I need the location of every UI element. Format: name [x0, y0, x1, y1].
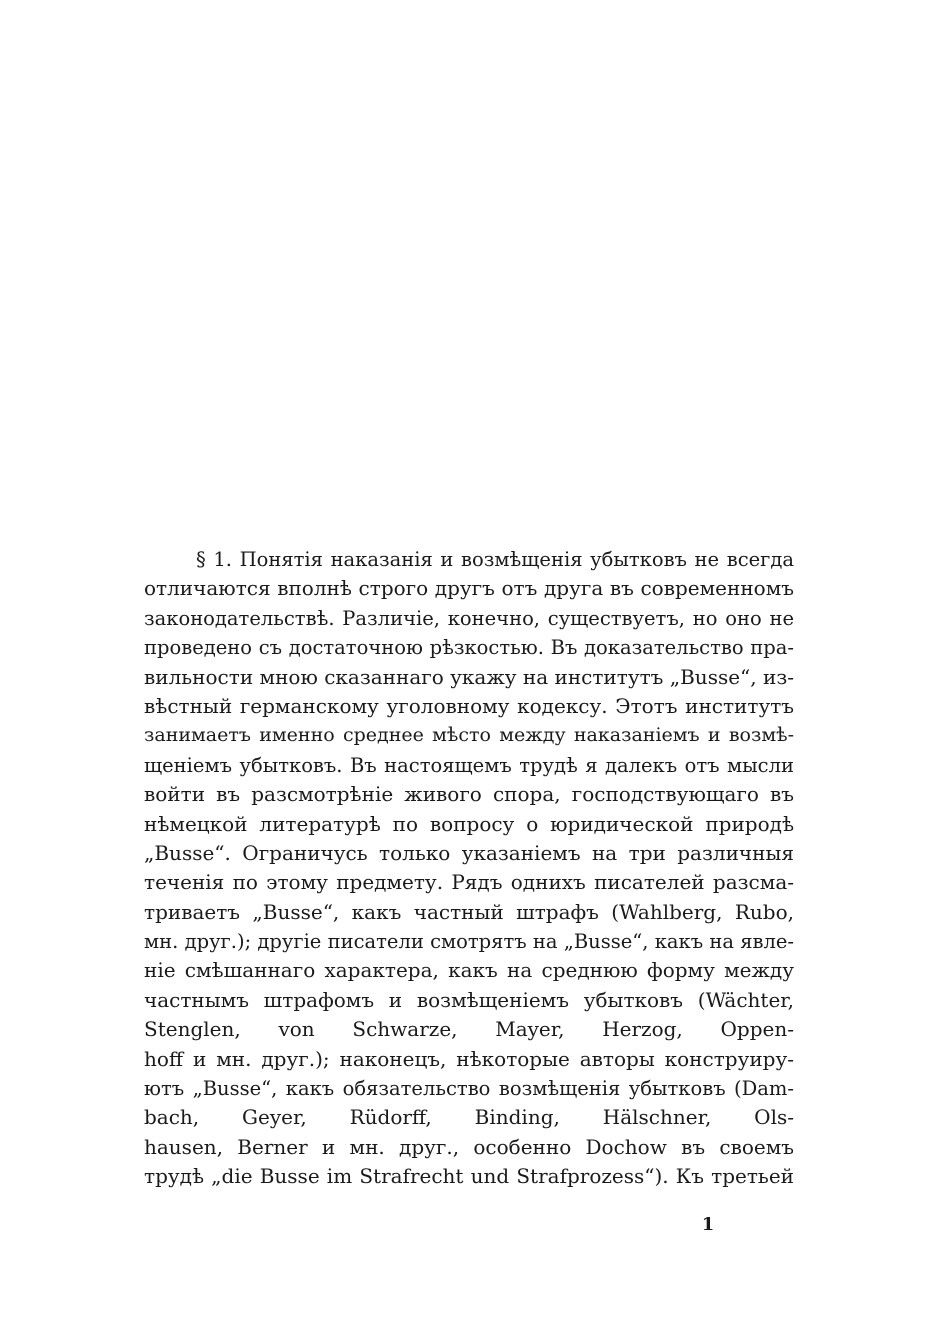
- text-line: мн. друг.); другіе писатели смотрятъ на „Busse“, какъ на явле-: [144, 930, 794, 954]
- text-line: проведено съ достаточною рѣзкостью. Въ доказательство пра-: [144, 636, 794, 660]
- text-line: щеніемъ убытковъ. Въ настоящемъ трудѣ я далекъ отъ мысли: [144, 753, 794, 777]
- text-line: hausen, Berner и мн. друг., особенно Dochow въ своемъ: [144, 1134, 794, 1159]
- text-line: теченія по этому предмету. Рядъ однихъ писателей разсма-: [144, 870, 794, 895]
- text-line: трудѣ „die Busse im Strafrecht und Strafprozess“). Къ третьей: [144, 1164, 794, 1189]
- text-line: bach, Geyer, Rüdorff, Binding, Hälschner, Ols-: [144, 1105, 794, 1130]
- text-line: hoff и мн. друг.); наконецъ, нѣкоторые авторы конструиру-: [144, 1046, 794, 1071]
- text-line: ніе смѣшаннаго характера, какъ на среднюю форму между: [144, 958, 794, 983]
- text-line: вильности мною сказаннаго укажу на институтъ „Busse“, из-: [144, 664, 794, 689]
- text-line: Stenglen, von Schwarze, Mayer, Herzog, Oppen-: [144, 1017, 794, 1042]
- text-line: триваетъ „Busse“, какъ частный штрафъ (Wahlberg, Rubo,: [144, 899, 794, 924]
- text-line: занимаетъ именно среднее мѣсто между наказаніемъ и возмѣ-: [144, 724, 794, 747]
- text-line: „Busse“. Ограничусь только указаніемъ на три различныя: [144, 840, 794, 865]
- text-line: § 1. Понятія наказанія и возмѣщенія убытковъ не всегда: [196, 548, 794, 571]
- text-line: вѣстный германскому уголовному кодексу. Этотъ институтъ: [144, 693, 794, 718]
- text-line: войти въ разсмотрѣніе живого спора, господствующаго въ: [144, 782, 794, 807]
- body-paragraph: [144, 545, 794, 1192]
- text-line: нѣмецкой литературѣ по вопросу о юридической природѣ: [144, 811, 794, 836]
- text-line: отличаются вполнѣ строго другъ отъ друга въ современномъ: [144, 576, 794, 601]
- text-line: частнымъ штрафомъ и возмѣщеніемъ убытковъ (Wächter,: [144, 987, 794, 1012]
- text-line: ютъ „Busse“, какъ обязательство возмѣщенія убытковъ (Dam-: [144, 1077, 794, 1101]
- page-number: 1: [701, 1214, 715, 1235]
- text-line: законодательствѣ. Различіе, конечно, существуетъ, но оно не: [144, 606, 794, 630]
